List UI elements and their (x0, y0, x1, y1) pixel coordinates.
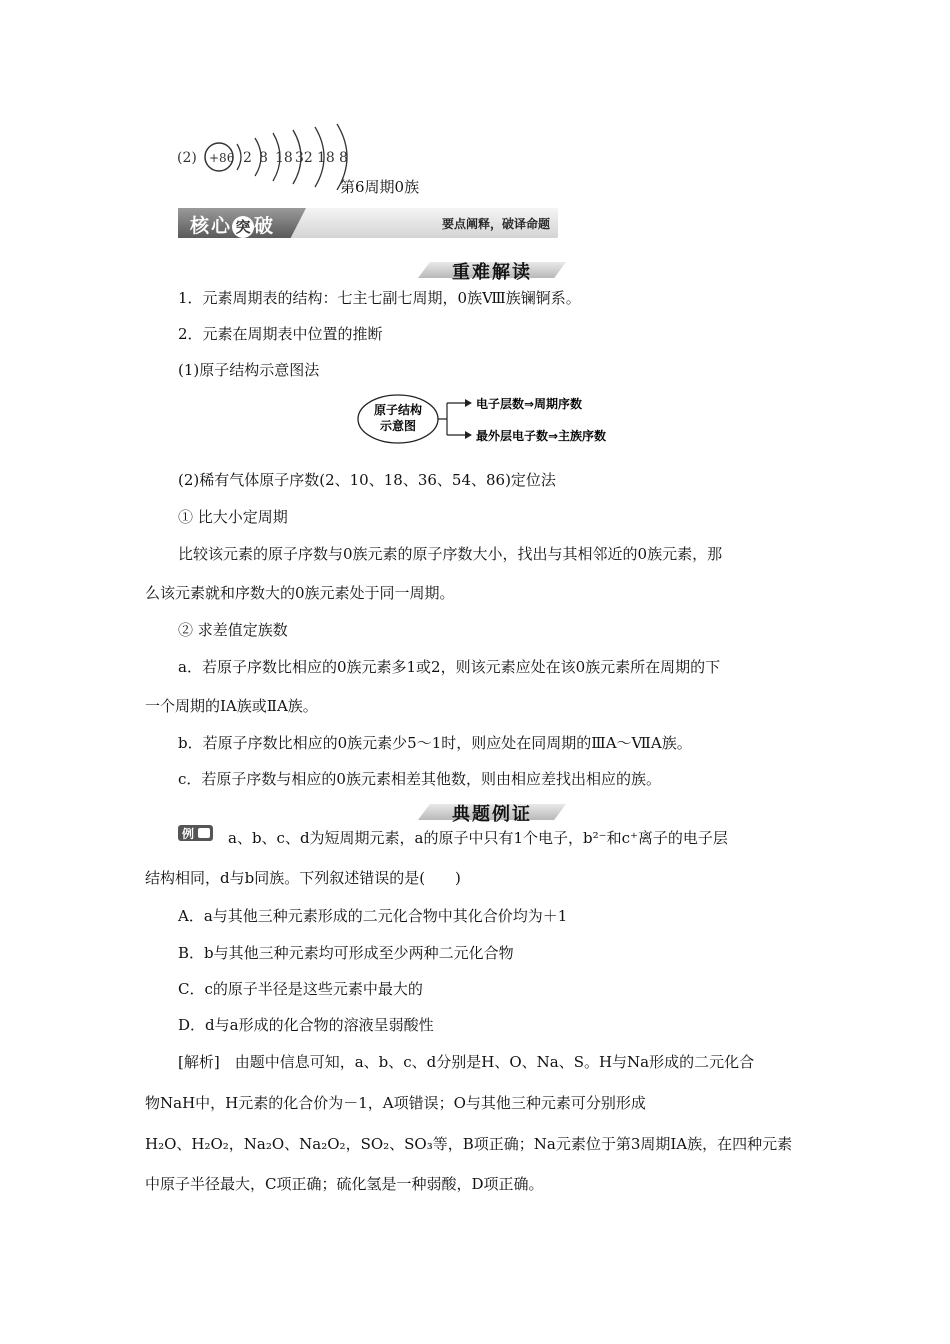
shell-electrons-1: 2 (243, 150, 252, 166)
shell-electrons-4: 32 (295, 150, 313, 166)
question-stem-1: a、b、c、d为短周期元素，a的原子中只有1个电子，b²⁻和c⁺离子的电子层 (228, 829, 728, 847)
option-d: D．d与a形成的化合物的溶液呈弱酸性 (178, 1016, 434, 1034)
atom-prefix: (2) (177, 150, 197, 166)
banner-title-circled: 突 (232, 216, 254, 238)
shell-electrons-2: 8 (259, 150, 268, 166)
banner-title-part-a: 核心 (190, 215, 233, 237)
shell-arc-1 (237, 144, 241, 170)
flow-result-2: 最外层电子数⇒主族序数 (476, 429, 607, 443)
section-heading-examples (418, 798, 566, 826)
flow-arrowhead-1 (465, 399, 472, 407)
paragraph-step-1-detail-a: 比较该元素的原子序数与0族元素的原子序数大小，找出与其相邻近的0族元素，那 (178, 545, 723, 563)
paragraph-rule-c: c．若原子序数与相应的0族元素相差其他数，则由相应差找出相应的族。 (178, 770, 661, 788)
option-c: C．c的原子半径是这些元素中最大的 (178, 980, 423, 998)
paragraph-inference-title: 2．元素在周期表中位置的推断 (178, 325, 383, 343)
paragraph-method-1: (1)原子结构示意图法 (178, 361, 320, 379)
paragraph-method-2: (2)稀有气体原子序数(2、10、18、36、54、86)定位法 (178, 471, 556, 489)
flow-branch-lines (438, 403, 465, 435)
paragraph-step-1-detail-b: 么该元素就和序数大的0族元素处于同一周期。 (145, 584, 455, 602)
section-heading-key-points (418, 256, 566, 284)
core-breakthrough-banner (178, 208, 558, 238)
ellipse-label-line2: 示意图 (379, 419, 417, 433)
flow-diagram-graphic (355, 390, 645, 448)
option-a: A．a与其他三种元素形成的二元化合物中其化合价均为＋1 (178, 907, 568, 925)
shell-electrons-5: 18 (317, 150, 335, 166)
solution-line-2: 物NaH中，H元素的化合价为－1，A项错误；O与其他三种元素可分别形成 (145, 1094, 646, 1112)
shell-electrons-3: 18 (275, 150, 293, 166)
flow-result-1: 电子层数⇒周期序数 (476, 397, 583, 411)
paragraph-rule-a-1: a．若原子序数比相应的0族元素多1或2，则该元素应处在该0族元素所在周期的下 (178, 658, 721, 676)
ellipse-label-line1: 原子结构 (373, 403, 423, 417)
badge-notch (198, 828, 210, 838)
banner-title (190, 211, 275, 238)
solution-line-1: [解析] 由题中信息可知，a、b、c、d分别是H、O、Na、S。H与Na形成的二元化合 (178, 1053, 755, 1071)
flow-arrowhead-2 (465, 431, 472, 439)
atom-position-label: 第6周期0族 (340, 178, 420, 196)
banner-subtitle: 要点阐释，破译命题 (441, 217, 550, 231)
solution-line-4: 中原子半径最大，C项正确；硫化氢是一种弱酸，D项正确。 (145, 1175, 544, 1193)
paragraph-step-1: ① 比大小定周期 (178, 508, 288, 526)
paragraph-rule-b: b．若原子序数比相应的0族元素少5～1时，则应处在同周期的ⅢA～ⅦA族。 (178, 734, 692, 752)
section-heading-text: 典题例证 (452, 804, 532, 825)
example-badge (178, 824, 214, 842)
paragraph-structure: 1．元素周期表的结构：七主七副七周期，0族Ⅷ族镧锕系。 (178, 289, 581, 307)
example-badge-graphic (178, 824, 214, 842)
badge-label: 例 (182, 827, 195, 841)
structure-flow-diagram (355, 390, 645, 448)
section-heading-text: 重难解读 (452, 262, 532, 283)
paragraph-step-2: ② 求差值定族数 (178, 621, 288, 639)
nucleus-charge: +86 (209, 151, 235, 165)
option-b: B．b与其他三种元素均可形成至少两种二元化合物 (178, 944, 514, 962)
banner-title-part-c: 破 (254, 215, 276, 237)
question-stem-2: 结构相同，d与b同族。下列叙述错误的是( ) (145, 869, 461, 887)
shell-electrons-6: 8 (339, 150, 348, 166)
paragraph-rule-a-2: 一个周期的ⅠA族或ⅡA族。 (145, 697, 318, 715)
solution-line-3: H₂O、H₂O₂，Na₂O、Na₂O₂，SO₂、SO₃等，B项正确；Na元素位于第3周期ⅠA族，在四种元素 (145, 1135, 793, 1153)
